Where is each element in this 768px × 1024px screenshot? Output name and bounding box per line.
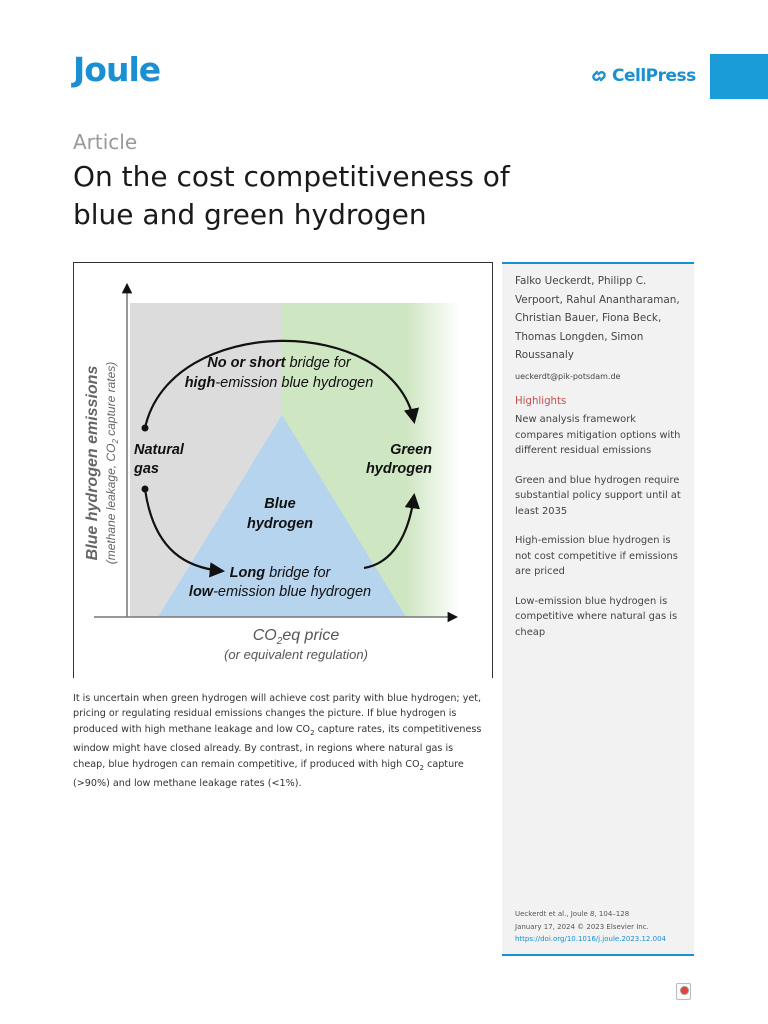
article-type-label: Article xyxy=(73,130,138,154)
highlight-item: Green and blue hydrogen require substantial policy support until at least 2035 xyxy=(515,474,681,517)
citation-date: January 17, 2024 © 2023 Elsevier Inc. xyxy=(515,922,649,931)
x-axis-sublabel: (or equivalent regulation) xyxy=(224,647,368,662)
article-sidebar xyxy=(502,262,694,956)
publisher-name: CellPress xyxy=(612,66,696,86)
publisher-logo[interactable] xyxy=(590,66,696,86)
highlight-item: High-emission blue hydrogen is not cost competitive if emissions are priced xyxy=(515,535,678,577)
cellpress-logo-icon xyxy=(590,67,608,85)
doi-link[interactable]: https://doi.org/10.1016/j.joule.2023.12.004 xyxy=(515,935,666,943)
x-axis-label: $CO_2eq$ price xyxy=(252,627,340,647)
top-arrow-start-dot xyxy=(142,425,149,432)
natural-gas-label-line2: gas xyxy=(134,461,159,477)
citation-reference: Ueckerdt et al., Joule 8, 104–128 xyxy=(515,910,630,918)
y-axis-sublabel: (methane leakage, $CO_2$ capture rates) xyxy=(104,361,120,565)
green-hydrogen-label-line1: Green xyxy=(390,442,432,458)
highlight-item: Low-emission blue hydrogen is competitive where natural gas is cheap xyxy=(515,595,678,638)
bottom-arrow-start-dot xyxy=(142,486,149,493)
bottom-arrow-label-line2: low-emission blue hydrogen xyxy=(188,584,372,600)
bottom-arrow-label-line1: Long bridge for xyxy=(229,565,331,581)
natural-gas-label-line1: Natural xyxy=(134,442,184,458)
citation-block xyxy=(515,908,690,946)
top-arrow-label-line1: No or short bridge for xyxy=(207,355,351,371)
highlight-item: New analysis framework compares mitigation options with different residual emissions xyxy=(515,414,681,456)
check-for-updates-icon[interactable] xyxy=(676,983,691,1000)
highlights-heading: Highlights xyxy=(515,396,567,407)
abstract-text: It is uncertain when green hydrogen will achieve cost parity with blue hydrogen; yet, pricing or regulating residual emissions changes the picture. If blue hydrogen is produced with high methane leakage and low $CO_2$ capture rates, its competitiveness window might have closed already. By contrast, in regions where natural gas is cheap, blue hydrogen can remain competitive, if produced with high $CO_2$ capture (>90%) and low methane leakage rates (<1%). xyxy=(73,693,482,789)
green-hydrogen-label-line2: hydrogen xyxy=(365,461,432,477)
blue-hydrogen-label-line1: Blue xyxy=(264,496,296,512)
header-accent-tab xyxy=(710,54,768,99)
graphical-abstract-diagram xyxy=(74,263,494,679)
top-arrow-label-line2: high-emission blue hydrogen xyxy=(184,375,374,391)
highlights-list xyxy=(515,412,687,654)
y-axis-label: Blue hydrogen emissions xyxy=(84,365,101,561)
article-title: On the cost competitiveness of blue and green hydrogen xyxy=(73,160,510,231)
author-list: Falko Ueckerdt, Philipp C. Verpoort, Rahul Anantharaman, Christian Bauer, Fiona Beck, Thomas Longden, Simon Roussanaly xyxy=(515,275,680,361)
blue-hydrogen-label-line2: hydrogen xyxy=(246,516,314,532)
journal-logo[interactable]: Joule xyxy=(73,50,161,89)
correspondence-email[interactable]: ueckerdt@pik-potsdam.de xyxy=(515,372,621,381)
graphical-abstract xyxy=(73,262,493,678)
